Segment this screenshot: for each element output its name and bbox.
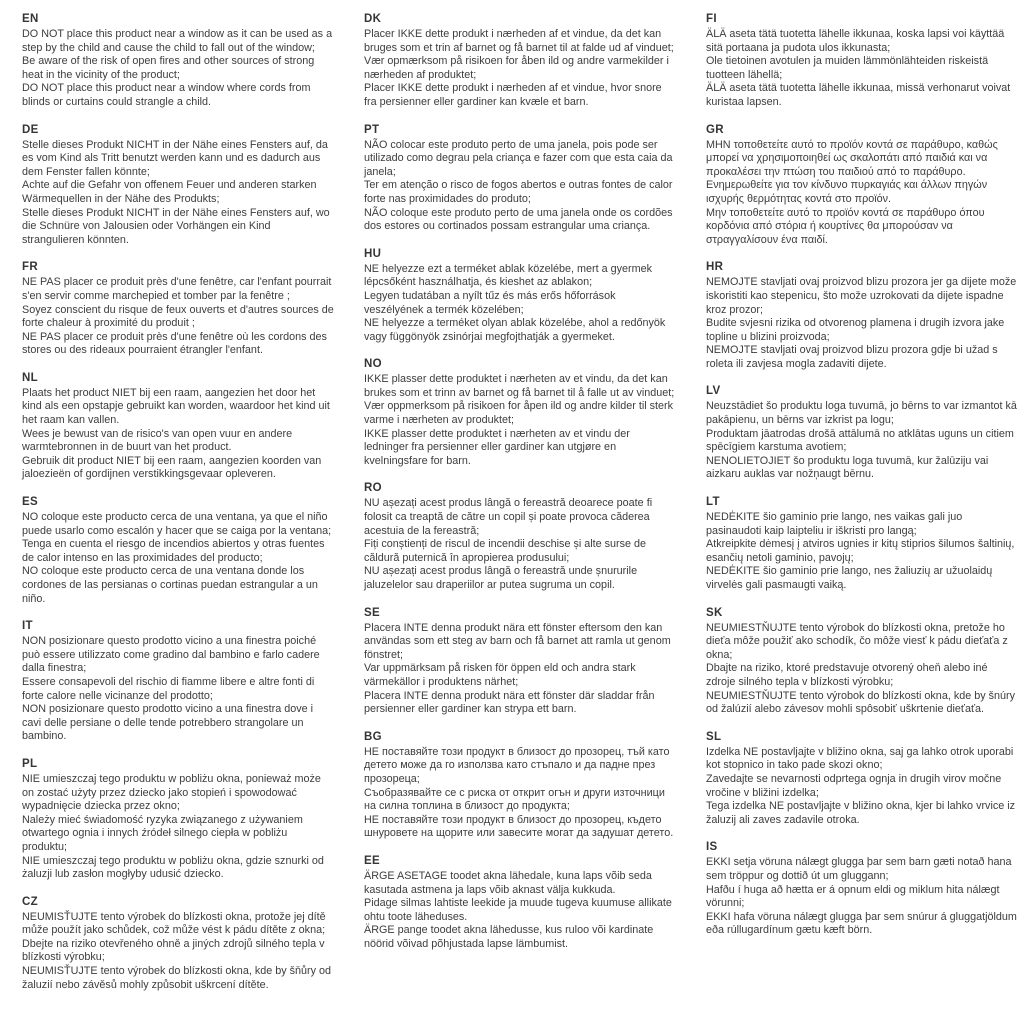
warning-paragraph: NÃO coloque este produto perto de uma janela onde os cordões dos estores ou cortinados possam estrangular uma criança. — [364, 206, 673, 233]
warning-paragraph: Dbajte na riziko, ktoré predstavuje otvorený oheň alebo iné zdroje silného tepla v blízkosti výrobku; — [706, 662, 988, 688]
language-section-it — [22, 620, 334, 744]
language-code-label: FR — [22, 261, 38, 274]
warning-paragraph: Soyez conscient du risque de feux ouverts et d'autres sources de forte chaleur à proximité du produit ; — [22, 303, 334, 330]
warning-paragraph: NO coloque este producto cerca de una ventana donde los cordones de las persianas o cortinas puedan estrangular a un niño. — [22, 565, 318, 605]
language-section-no — [364, 358, 676, 468]
language-section-se — [364, 607, 676, 717]
language-code-label: PT — [364, 123, 380, 136]
language-section-es — [22, 496, 334, 606]
warning-paragraph: Pidage silmas lahtiste leekide ja muude tugeva kuumuse allikate ohtu toote läheduses. — [364, 897, 672, 923]
warning-paragraph: Vær oppmerksom på risikoen for åpen ild og andre kilder til sterk varme i nærheten av produktet; — [364, 400, 674, 427]
language-code-label: DK — [364, 13, 382, 25]
warning-paragraph: Legyen tudatában a nyílt tűz és más erős hőforrások veszélyének a termék közelében; — [364, 289, 616, 316]
warning-paragraph: NENOLIETOJIET šo produktu loga tuvumā, kur žalūziju vai aizkaru auklas var nožņaugt bērnu. — [706, 454, 989, 481]
language-code-label: CZ — [22, 895, 38, 908]
language-code-label: SE — [364, 606, 380, 619]
warning-paragraph: Tega izdelka NE postavljajte v bližino okna, kjer bi lahko vrvice iz žaluzij ali zaves zadavile otroka. — [706, 800, 1016, 826]
warning-paragraph: ÄRGE pange toodet akna lähedusse, kus ruloo või kardinate nöörid võivad põhjustada lapse lämbumist. — [364, 924, 654, 950]
warning-paragraph: Μην τοποθετείτε αυτό το προϊόν κοντά σε παράθυρο όπου κορδόνια από στόρια ή κουρτίνες θα μπορούσαν να στραγγαλίσουν ένα παιδί. — [706, 206, 985, 246]
language-section-ro — [364, 482, 676, 592]
warning-paragraph: NEUMISŤUJTE tento výrobek do blízkosti okna, kde by šňůry od žaluzií nebo závěsů mohly způsobit uškrcení dítěte. — [22, 965, 332, 991]
language-code-label: SL — [706, 730, 722, 743]
language-code-label: HU — [364, 247, 382, 260]
language-code-label: IT — [22, 620, 33, 633]
warning-paragraph: ÄLÄ aseta tätä tuotetta lähelle ikkunaa, koska lapsi voi käyttää sitä portaana ja pudota ulos ikkunasta; — [706, 28, 1005, 54]
warning-paragraph: Placera INTE denna produkt nära ett fönster eftersom den kan användas som ett steg av barn och få barnet att ramla ut genom fönstret; — [364, 621, 671, 661]
warning-paragraph: NON posizionare questo prodotto vicino a una finestra poiché può essere utilizzato come gradino dal bambino e farlo cadere dalla finestra; — [22, 635, 320, 675]
language-section-en — [22, 13, 334, 110]
language-code-label: ES — [22, 496, 38, 509]
language-code-label: LT — [706, 496, 720, 509]
language-code-label: GR — [706, 123, 724, 136]
warning-paragraph: НЕ поставяйте този продукт в близост до прозорец, където шнуровете на щорите или завесите могат да задушат детето. — [364, 813, 674, 840]
warning-paragraph: Gebruik dit product NIET bij een raam, aangezien koorden van jaloezieën of gordijnen verstikkingsgevaar opleveren. — [22, 454, 322, 481]
language-code-label: LV — [706, 385, 721, 398]
language-section-fi — [706, 13, 1018, 110]
warning-paragraph: Placera INTE denna produkt nära ett fönster där sladdar från persienner eller gardiner kan strypa ett barn. — [364, 689, 655, 716]
warning-paragraph: NO coloque este producto cerca de una ventana, ya que el niño puede usarlo como escalón y hacer que se caiga por la ventana; — [22, 511, 332, 537]
warning-paragraph: Zavedajte se nevarnosti odprtega ognja in drugih virov močne vročine v bližini izdelka; — [706, 772, 1002, 799]
warning-paragraph: Var uppmärksam på risken för öppen eld och andra stark värmekällor i produktens närhet; — [364, 662, 636, 688]
language-code-label: EN — [22, 13, 39, 25]
warning-paragraph: Produktam jāatrodas drošā attālumā no atklātas uguns un citiem spēcīgiem karstuma avotiem; — [706, 427, 1014, 454]
warning-paragraph: ΜΗΝ τοποθετείτε αυτό το προϊόν κοντά σε παράθυρο, καθώς μπορεί να χρησιμοποιηθεί ως σκαλοπάτι από παιδιά και να προκαλέσει την πτώση του παιδιού από το παράθυρο. — [706, 138, 998, 178]
warning-paragraph: Hafðu í huga að hætta er á opnum eldi og miklum hita nálægt vörunni; — [706, 883, 1000, 910]
warning-paragraph: Placer IKKE dette produkt i nærheden af et vindue, hvor snore fra persienner eller gardiner kan kvæle et barn. — [364, 82, 662, 108]
language-section-fr — [22, 261, 334, 358]
warning-paragraph: Wees je bewust van de risico's van open vuur en andere warmtebronnen in de buurt van het product. — [22, 427, 293, 454]
warning-paragraph: NU așezați acest produs lângă o fereastră deoarece poate fi folosit ca treaptă de către un copil și poate provoca căderea acestuia de la fereastră; — [364, 497, 653, 537]
language-section-hu — [364, 248, 676, 345]
warning-paragraph: NE PAS placer ce produit près d'une fenêtre où les cordons des stores ou des rideaux pourraient étrangler l'enfant. — [22, 330, 327, 357]
warning-paragraph: NU așezați acest produs lângă o fereastră unde șnururile jaluzelelor sau draperiilor ar putea sugruma un copil. — [364, 565, 638, 591]
warning-paragraph: NE PAS placer ce produit près d'une fenêtre, car l'enfant pourrait s'en servir comme marchepied et tomber par la fenêtre ; — [22, 276, 332, 302]
warning-paragraph: Atkreipkite dėmesį į atviros ugnies ir kitų stiprios šilumos šaltinių, esančių netoli gaminio, pavojų; — [706, 538, 1015, 564]
language-section-lv — [706, 385, 1018, 482]
warning-paragraph: DO NOT place this product near a window where cords from blinds or curtains could strangle a child. — [22, 82, 311, 108]
warning-paragraph: Achte auf die Gefahr von offenem Feuer und anderen starken Wärmequellen in der Nähe des Produkts; — [22, 179, 317, 205]
language-section-sl — [706, 731, 1018, 828]
warning-paragraph: Tenga en cuenta el riesgo de incendios abiertos y otras fuentes de calor intenso en las proximidades del producto; — [22, 538, 325, 564]
language-code-label: HR — [706, 261, 724, 274]
warning-paragraph: Dbejte na riziko otevřeného ohně a jiných zdrojů silného tepla v blízkosti výrobku; — [22, 937, 325, 964]
warning-paragraph: Fiți conștienți de riscul de incendii deschise și alte surse de căldură puternică în apropierea produsului; — [364, 538, 647, 564]
warning-paragraph: NEUMIESTŇUJTE tento výrobok do blízkosti okna, pretože ho dieťa môže použiť ako schodík, čo môže viesť k pádu dieťaťa z okna; — [706, 621, 1008, 661]
warning-paragraph: Be aware of the risk of open fires and other sources of strong heat in the vicinity of the product; — [22, 55, 315, 81]
warning-paragraph: NEDĖKITE šio gaminio prie lango, nes žaliuzių ar užuolaidų virvelės gali pasmaugti vaiką. — [706, 565, 993, 591]
language-section-bg — [364, 731, 676, 841]
warning-paragraph: Съобразявайте се с риска от открит огън и други източници на силна топлина в близост до продукта; — [364, 786, 665, 813]
warning-paragraph: Essere consapevoli del rischio di fiamme libere e altre fonti di forte calore nelle vicinanze del prodotto; — [22, 675, 315, 702]
language-section-lt — [706, 496, 1018, 593]
language-section-cz — [22, 896, 334, 993]
language-section-gr — [706, 124, 1018, 248]
language-code-label: NO — [364, 358, 382, 371]
language-code-label: NL — [22, 371, 38, 384]
warning-paragraph: NIE umieszczaj tego produktu w pobliżu okna, gdzie sznurki od żaluzji lub zasłon mogłyby udusić dziecko. — [22, 854, 324, 881]
language-code-label: DE — [22, 123, 39, 136]
warning-paragraph: IKKE plasser dette produktet i nærheten av et vindu, da det kan brukes som et trinn av barnet og få barnet til å falle ut av vinduet; — [364, 373, 675, 399]
language-section-sk — [706, 607, 1018, 717]
language-section-ee — [364, 855, 676, 952]
warning-paragraph: DO NOT place this product near a window as it can be used as a step by the child and cause the child to fall out of the window; — [22, 28, 333, 54]
warning-paragraph: Plaats het product NIET bij een raam, aangezien het door het kind als een opstapje gebruikt kan worden, waardoor het kind uit het raam kan vallen. — [22, 386, 330, 427]
language-section-dk — [364, 13, 676, 110]
language-code-label: FI — [706, 13, 717, 25]
warning-paragraph: NE helyezze a terméket olyan ablak közelébe, ahol a redőnyök vagy függönyök zsinórjai megfojthatják a gyermeket. — [364, 317, 666, 343]
warning-paragraph: NEUMIESTŇUJTE tento výrobok do blízkosti okna, kde by šnúry od žalúzií alebo závesov mohli spôsobiť uškrtenie dieťaťa. — [706, 689, 1016, 716]
warning-paragraph: Ole tietoinen avotulen ja muiden lämmönlähteiden riskeistä tuotteen lähellä; — [706, 55, 989, 81]
language-section-de — [22, 124, 334, 248]
warning-paragraph: NEUMISŤUJTE tento výrobek do blízkosti okna, protože jej dítě může použít jako schůdek, což může vést k pádu dítěte z okna; — [22, 910, 326, 937]
warning-paragraph: Placer IKKE dette produkt i nærheden af et vindue, da det kan bruges som et trin af barnet og få barnet til at falde ud af vinduet; — [364, 28, 674, 54]
warning-paragraph: NON posizionare questo prodotto vicino a una finestra dove i cavi delle persiane o delle tende potrebbero strangolare un bambino. — [22, 703, 314, 743]
language-code-label: IS — [706, 841, 718, 854]
warning-paragraph: Stelle dieses Produkt NICHT in der Nähe eines Fensters auf, wo die Schnüre von Jalousien oder Vorhängen ein Kind strangulieren könnten. — [22, 206, 330, 246]
warning-paragraph: Ενημερωθείτε για τον κίνδυνο πυρκαγιάς και άλλων πηγών ισχυρής θερμότητας κοντά στο προϊόν. — [706, 179, 988, 205]
warning-paragraph: Ter em atenção o risco de fogos abertos e outras fontes de calor forte nas proximidades do produto; — [364, 179, 673, 205]
language-section-pt — [364, 124, 676, 234]
warning-paragraph: NÃO colocar este produto perto de uma janela, pois pode ser utilizado como degrau pela criança e fazer com que esta caia da janela; — [364, 138, 673, 178]
warning-paragraph: EKKI setja vöruna nálægt glugga þar sem barn gæti notað hana sem tröppur og dottið út um gluggann; — [706, 856, 1012, 882]
warning-paragraph: ÄRGE ASETAGE toodet akna lähedale, kuna laps võib seda kasutada astmena ja laps võib aknast välja kukkuda. — [364, 869, 652, 896]
warning-paragraph: EKKI hafa vöruna nálægt glugga þar sem snúrur á gluggatjöldum eða rúllugardínum gætu kæft börn. — [706, 910, 1017, 937]
warning-paragraph: Vær opmærksom på risikoen for åben ild og andre varmekilder i nærheden af produktet; — [364, 55, 669, 81]
warning-paragraph: NEMOJTE stavljati ovaj proizvod blizu prozora gdje bi užad s roleta ili zavjesa mogla zadaviti dijete. — [706, 344, 998, 370]
warning-paragraph: Należy mieć świadomość ryzyka związanego z używaniem otwartego ognia i innych źródeł silnego ciepła w pobliżu produktu; — [22, 813, 303, 853]
language-code-label: BG — [364, 730, 382, 743]
warning-paragraph: Stelle dieses Produkt NICHT in der Nähe eines Fensters auf, da es vom Kind als Tritt benutzt werden kann und es dadurch aus dem Fenster fallen könnte; — [22, 138, 328, 178]
language-section-nl — [22, 372, 334, 482]
warning-paragraph: NEDĖKITE šio gaminio prie lango, nes vaikas gali juo pasinaudoti kaip laipteliu ir iškristi pro langą; — [706, 511, 963, 537]
language-code-label: PL — [22, 757, 38, 770]
column-1 — [22, 13, 334, 1006]
language-code-label: EE — [364, 854, 380, 867]
warning-paragraph: Neuzstādiet šo produktu loga tuvumā, jo bērns to var izmantot kā pakāpienu, un bērns var izkrist pa logu; — [706, 400, 1017, 427]
warning-paragraph: Budite svjesni rizika od otvorenog plamena i drugih izvora jake topline u blizini proizvoda; — [706, 317, 1005, 343]
warning-paragraph: NE helyezze ezt a terméket ablak közelébe, mert a gyermek lépcsőként használhatja, és kieshet az ablakon; — [364, 262, 653, 289]
warning-paragraph: NEMOJTE stavljati ovaj proizvod blizu prozora jer ga dijete može iskoristiti kao stepenicu, što može uzrokovati da dijete ispadne kroz prozor; — [706, 276, 1017, 316]
warning-paragraph: НЕ поставяйте този продукт в близост до прозорец, тъй като детето може да го използва като стъпало и да падне през прозореца; — [364, 745, 670, 785]
warning-paragraph: NIE umieszczaj tego produktu w pobliżu okna, ponieważ może on zostać użyty przez dziecko jako stopień i spowodować wypadnięcie dziecka przez okno; — [22, 772, 321, 813]
language-section-pl — [22, 758, 334, 882]
language-code-label: SK — [706, 606, 723, 619]
warning-paragraph: IKKE plasser dette produktet i nærheten av et vindu der ledninger fra persienner eller gardiner kan utgjøre en kvelningsfare for barn. — [364, 427, 630, 467]
column-3 — [706, 13, 1018, 1006]
warning-paragraph: ÄLÄ aseta tätä tuotetta lähelle ikkunaa, missä verhonarut voivat kuristaa lapsen. — [706, 82, 1011, 108]
column-2 — [364, 13, 676, 1006]
warning-paragraph: Izdelka NE postavljajte v bližino okna, saj ga lahko otrok uporabi kot stopnico in tako pade skozi okno; — [706, 745, 1014, 772]
language-code-label: RO — [364, 482, 382, 495]
language-section-is — [706, 841, 1018, 938]
language-section-hr — [706, 261, 1018, 371]
